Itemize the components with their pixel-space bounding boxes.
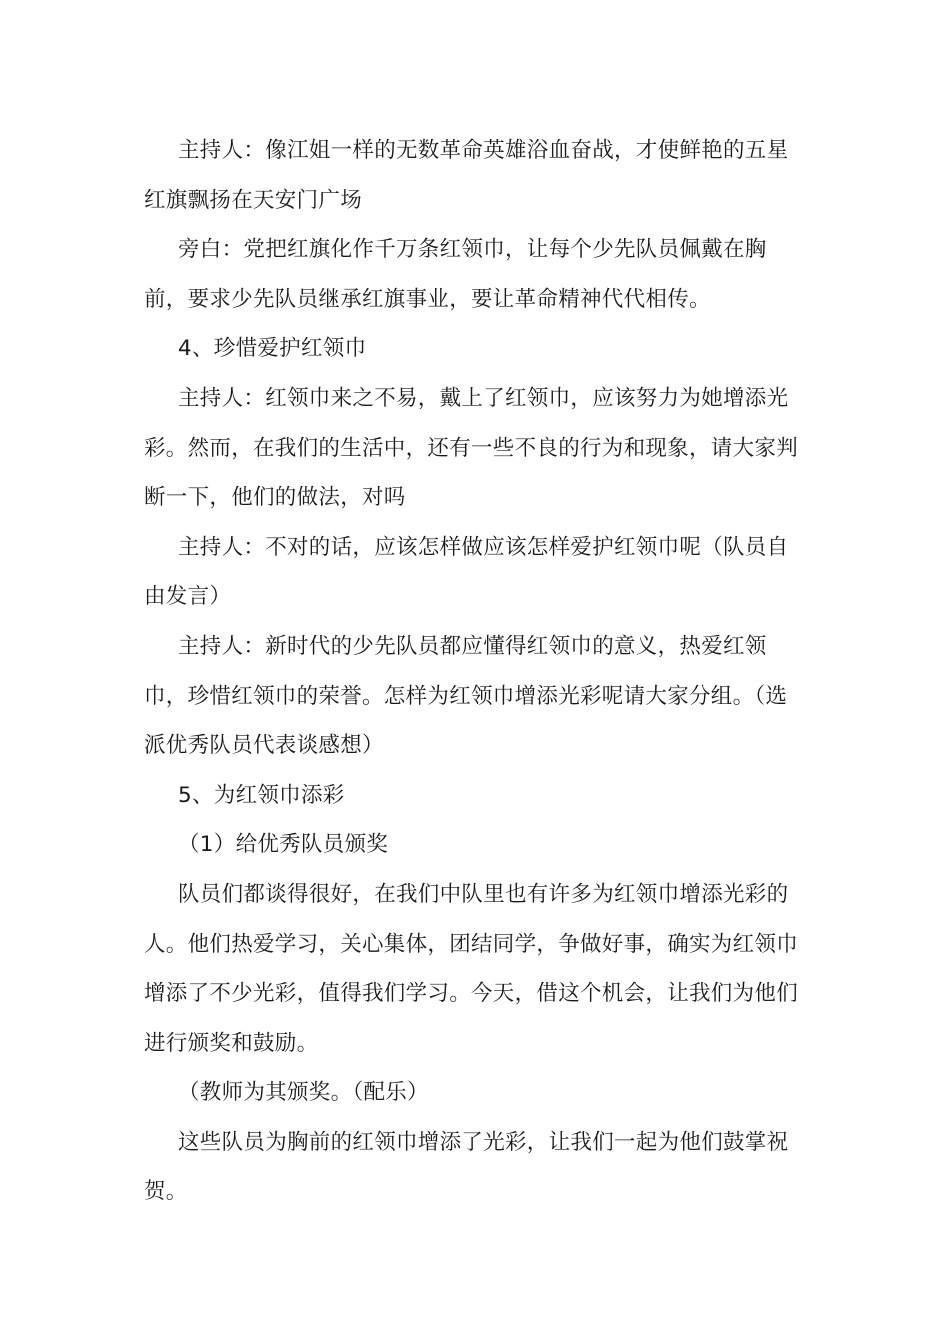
section-heading-4: 4、珍惜爱护红领巾 — [178, 336, 367, 362]
paragraph-award-intro: 队员们都谈得很好，在我们中队里也有许多为红领巾增添光彩的人。他们热爱学习，关心集体，团结同学，争做好事，确实为红领巾增添了不少光彩，值得我们学习。今天，借这个机会，让我们为他们进行颁奖和鼓励。 — [144, 881, 799, 1056]
paragraph-host-how-to: 主持人：不对的话，应该怎样做应该怎样爱护红领巾呢（队员自由发言） — [144, 534, 789, 610]
paragraph-applause: 这些队员为胸前的红领巾增添了光彩，让我们一起为他们鼓掌祝贺。 — [144, 1129, 789, 1205]
paragraph-stage-direction: （教师为其颁奖。（配乐） — [178, 1080, 429, 1106]
paragraph-host-new-era: 主持人：新时代的少先队员都应懂得红领巾的意义，热爱红领巾，珍惜红领巾的荣誉。怎样为红领巾增添光彩呢请大家分组。（选派优秀队员代表谈感想） — [144, 633, 788, 759]
document-body — [144, 126, 808, 1217]
paragraph-host-cherish: 主持人：红领巾来之不易，戴上了红领巾，应该努力为她增添光彩。然而，在我们的生活中，还有一些不良的行为和现象，请大家判断一下，他们的做法，对吗 — [144, 385, 799, 511]
paragraph-narration: 旁白：党把红旗化作千万条红领巾，让每个少先队员佩戴在胸前，要求少先队员继承红旗事业，要让革命精神代代相传。 — [144, 237, 767, 312]
subsection-heading-1: （1）给优秀队员颁奖 — [178, 832, 389, 858]
paragraph-host-jiangjie: 主持人：像江姐一样的无数革命英雄浴血奋战，才使鲜艳的五星红旗飘扬在天安门广场 — [144, 138, 789, 213]
section-heading-5: 5、为红领巾添彩 — [178, 782, 345, 808]
